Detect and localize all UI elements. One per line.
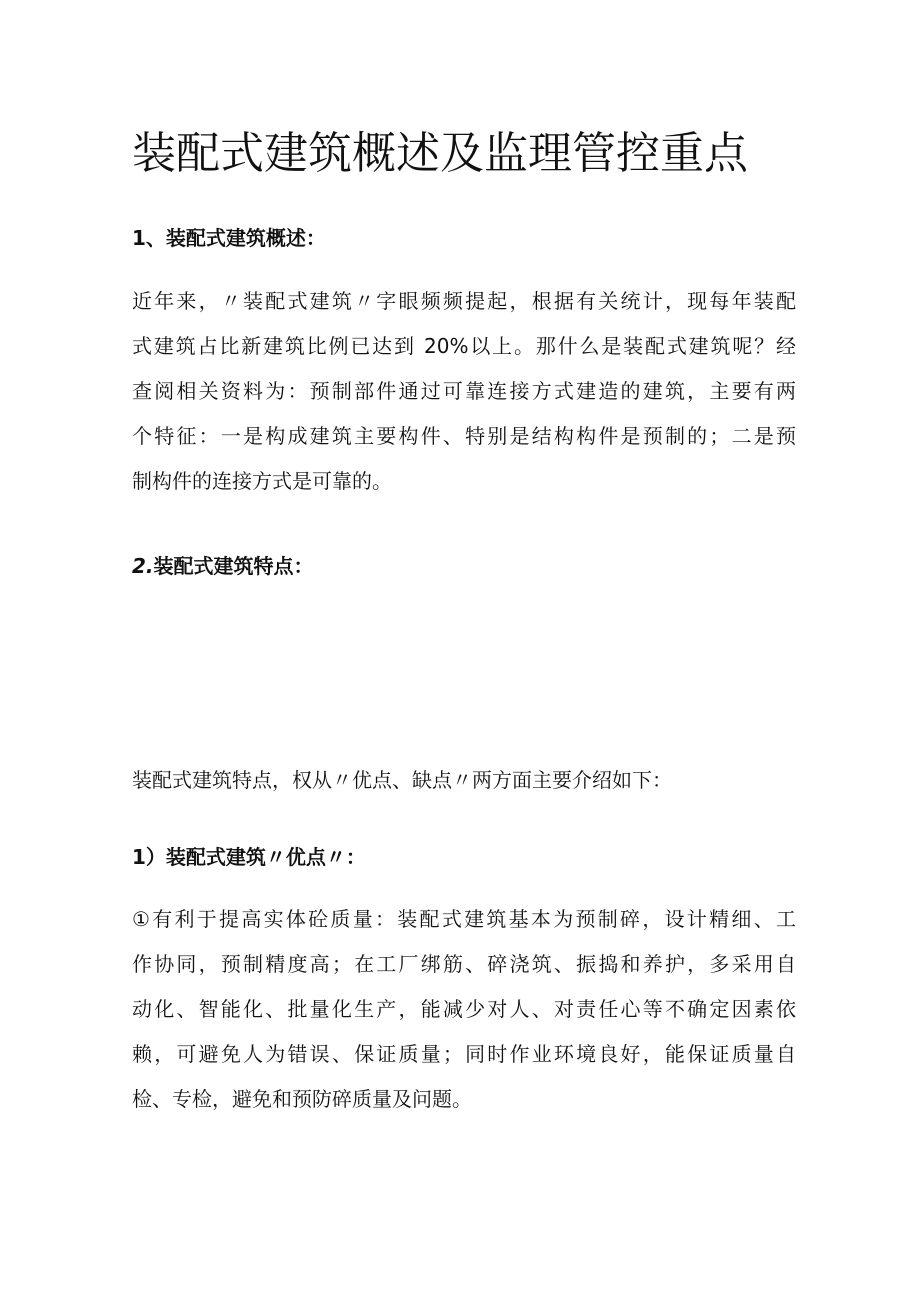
section2-intro: 装配式建筑特点，权从〃优点、缺点〃两方面主要介绍如下： — [132, 768, 672, 792]
section1-paragraph — [132, 279, 796, 504]
paragraph-line: 近年来，〃装配式建筑〃字眼频频提起，根据有关统计，现每年装配 — [132, 289, 796, 313]
paragraph-line: 个特征：一是构成建筑主要构件、特别是结构构件是预制的；二是预 — [132, 424, 796, 448]
paragraph-line: 动化、智能化、批量化生产，能减少对人、对责任心等不确定因素依 — [132, 997, 796, 1021]
advantages-heading: 1）装配式建筑〃优点〃： — [132, 845, 366, 869]
paragraph-line: 查阅相关资料为：预制部件通过可靠连接方式建造的建筑，主要有两 — [132, 379, 796, 403]
document-title: 装配式建筑概述及监理管控重点 — [132, 128, 748, 179]
paragraph-line: 检、专检，避免和预防碎质量及问题。 — [132, 1087, 472, 1111]
advantage-item-1 — [132, 897, 796, 1122]
section2-heading — [132, 552, 314, 580]
section2-heading-number: 2. — [132, 554, 154, 578]
paragraph-line: 式建筑占比新建筑比例已达到 20%以上。那什么是装配式建筑呢？经 — [132, 334, 796, 358]
section1-heading: 1、装配式建筑概述： — [132, 226, 326, 250]
section2-heading-text: 装配式建筑特点： — [153, 554, 314, 578]
paragraph-line: 制构件的连接方式是可靠的。 — [132, 469, 392, 493]
paragraph-line: 作协同，预制精度高；在工厂绑筋、碎浇筑、振捣和养护，多采用自 — [132, 952, 796, 976]
paragraph-line: ①有利于提高实体砼质量：装配式建筑基本为预制碎，设计精细、工 — [132, 907, 796, 931]
paragraph-line: 赖，可避免人为错误、保证质量；同时作业环境良好，能保证质量自 — [132, 1042, 796, 1066]
